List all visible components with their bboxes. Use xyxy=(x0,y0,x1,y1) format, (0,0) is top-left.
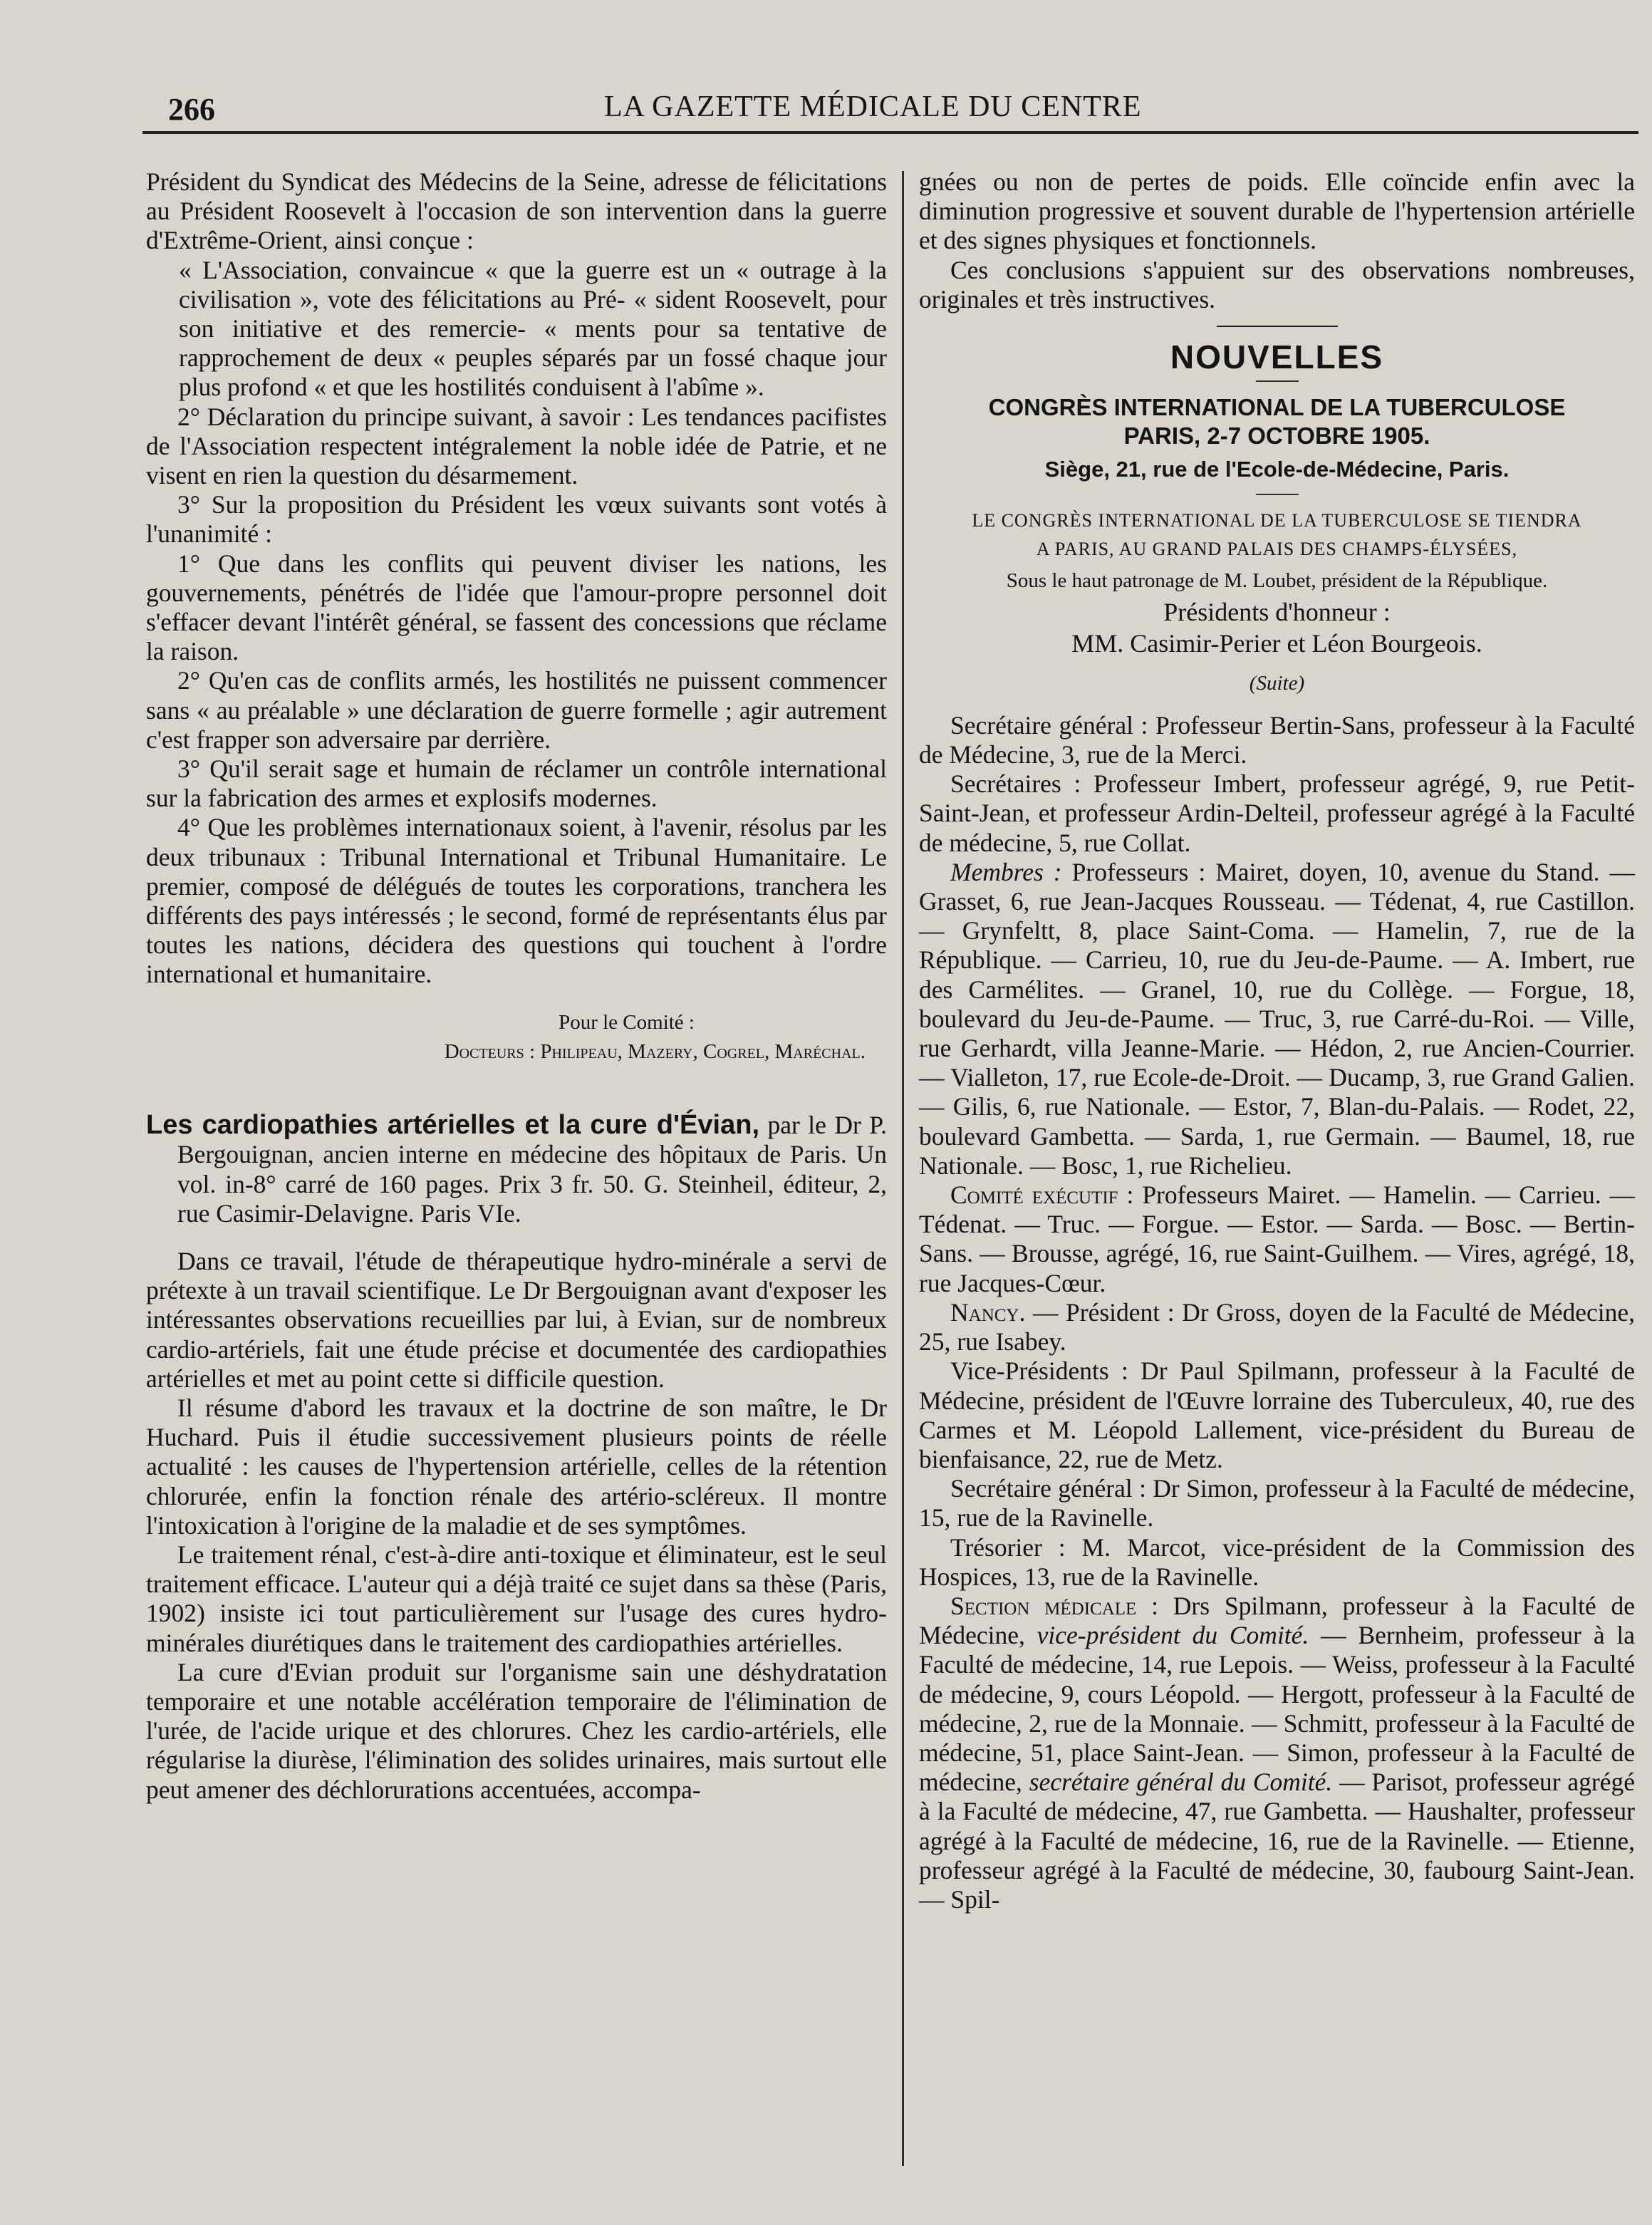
section-role: vice-président du Comité. xyxy=(1037,1621,1309,1650)
congress-venue: Siège, 21, rue de l'Ecole-de-Médecine, Paris. xyxy=(1044,457,1510,482)
left-column xyxy=(146,167,887,1805)
honor-names: MM. Casimir-Perier et Léon Bourgeois. xyxy=(1071,628,1482,658)
members-list: Professeurs : Mairet, doyen, 10, avenue du Stand. — Grasset, 6, rue Jean-Jacques Rousseau. — Tédenat, 4, rue Castillon. — Grynfeltt, 8, place Saint-Coma. — Hamelin, 7, rue de la République. — Carrieu, 10, rue du Jeu-de-Paume. — A. Imbert, rue des Carmélites. — Granel, 10, rue du Collège. — Forgue, 18, boulevard du Jeu-de-Paume. — Truc, 3, rue Carré-du-Roi. — Ville, rue Gerhardt, villa Jeanne-Marie. — Hédon, 2, rue Ancien-Courrier. — Vialleton, 17, rue Ecole-de-Droit. — Ducamp, 3, rue Grand Galien. — Gilis, 6, rue Nationale. — Estor, 7, Blan-du-Palais. — Rodet, 22, boulevard Gambetta. — Sarda, 1, rue Germain. — Baumel, 18, rue Nationale. — Bosc, 1, rue Richelieu. xyxy=(919,857,1636,1180)
members-paragraph xyxy=(919,858,1635,1181)
members-label: Membres : xyxy=(950,857,1062,886)
paragraph: Le traitement rénal, c'est-à-dire anti-toxique et éliminateur, est le seul traitement efficace. L'auteur qui a déjà traité ce sujet dans sa thèse (Paris, 1902) insiste ici tout particulièrement sur l'usage des cures hydro-minérales diurétiques dans le traitement des cardiopathies artérielles. xyxy=(146,1540,887,1657)
header-rule xyxy=(142,131,1638,134)
paragraph: 2° Déclaration du principe suivant, à savoir : Les tendances pacifistes de l'Association respectent intégralement la noble idée de Patrie, et ne visent en rien la question du désarmement. xyxy=(146,402,887,490)
paragraph: Ces conclusions s'appuient sur des observations nombreuses, originales et très instructives. xyxy=(919,255,1635,313)
paragraph: Secrétaires : Professeur Imbert, professeur agrégé, 9, rue Petit-Saint-Jean, et professeur Ardin-Delteil, professeur agrégé à la Faculté de médecine, 5, rue Collat. xyxy=(919,769,1635,857)
spacer xyxy=(146,990,887,1008)
paragraph: La cure d'Evian produit sur l'organisme sain une déshydratation temporaire et une notable accélération temporaire de l'élimination de l'urée, de l'acide urique et des chlorures. Chez les cardio-artériels, elle régularise la diurèse, l'élimination des solides urinaires, mais surtout elle peut amener des déchlorurations accentuées, accompa- xyxy=(146,1657,887,1804)
section-text: — Bernheim, professeur à la Faculté de médecine, 14, rue Lepois. — Weiss, professeur à la Faculté de médecine, 9, cours Léopold. — Hergott, professeur à la Faculté de médecine, 2, rue de la Monnaie. — Schmitt, professeur à la Faculté de médecine, 51, place Saint-Jean. — Simon, professeur à la Faculté de médecine, xyxy=(919,1621,1636,1797)
section-text: — Parisot, professeur agrégé à la Faculté de médecine, 47, rue Gambetta. — Haushalter, professeur agrégé à la Faculté de médecine, 16, rue de la Ravinelle. — Etienne, professeur agrégé à la Faculté de médecine, 30, faubourg Saint-Jean. — Spil- xyxy=(919,1768,1636,1914)
page-header xyxy=(168,85,1636,128)
article-title: Les cardiopathies artérielles et la cure d'Évian, xyxy=(146,1110,759,1141)
congress-dates: PARIS, 2-7 OCTOBRE 1905. xyxy=(1123,422,1430,450)
paragraph: Il résume d'abord les travaux et la doctrine de son maître, le Dr Huchard. Puis il étudie successivement plusieurs points de réelle actualité : les causes de l'hypertension artérielle, celles de la rétention chlorurée, enfin la fonction rénale des artério-scléreux. Il montre l'intoxication à l'origine de la maladie et de ses symptômes. xyxy=(146,1393,887,1540)
paragraph: Dans ce travail, l'étude de thérapeutique hydro-minérale a servi de prétexte à un travail scientifique. Le Dr Bergouignan avant d'exposer les intéressantes observations recueillies par lui, à Evian, sur de nombreux cardio-artériels, fait une étude précise et documentée des cardiopathies artérielles et met au point cette si difficile question. xyxy=(146,1246,887,1393)
committee-label: Comité exécutif : xyxy=(950,1181,1134,1210)
paragraph: Secrétaire général : Dr Simon, professeur à la Faculté de médecine, 15, rue de la Ravinelle. xyxy=(919,1474,1635,1532)
section-text: Drs Spilmann, professeur à la Faculté de Médecine, xyxy=(919,1591,1635,1650)
section-label: Section médicale : xyxy=(950,1591,1158,1620)
spacer xyxy=(146,1067,887,1111)
congress-title: CONGRÈS INTERNATIONAL DE LA TUBERCULOSE xyxy=(988,394,1566,421)
section-rule xyxy=(1256,380,1299,382)
news-section-title: NOUVELLES xyxy=(1170,338,1384,376)
journal-title: LA GAZETTE MÉDICALE DU CENTRE xyxy=(604,90,1142,123)
paragraph: Trésorier : M. Marcot, vice-président de la Commission des Hospices, 13, rue de la Ravinelle. xyxy=(919,1532,1635,1591)
paragraph: 3° Qu'il serait sage et humain de réclamer un contrôle international sur la fabrication des armes et explosifs modernes. xyxy=(146,754,887,813)
honor-heading: Présidents d'honneur : xyxy=(1163,597,1391,626)
review-heading xyxy=(146,1111,887,1228)
section-rule xyxy=(1217,326,1338,327)
committee-paragraph xyxy=(919,1181,1635,1298)
paragraph: gnées ou non de pertes de poids. Elle coïncide enfin avec la diminution progressive et souvent durable de l'hypertension artérielle et des signes physiques et fonctionnels. xyxy=(919,167,1635,255)
announcement-line: LE CONGRÈS INTERNATIONAL DE LA TUBERCULOSE SE TIENDRA xyxy=(972,510,1582,531)
spacer xyxy=(146,1228,887,1247)
signature-label: Pour le Comité : xyxy=(559,1010,695,1034)
nancy-label: Nancy. xyxy=(950,1297,1026,1327)
column-divider xyxy=(902,171,904,2166)
paragraph: 2° Qu'en cas de conflits armés, les hostilités ne puissent commencer sans « au préalable » une déclaration de guerre formelle ; agir autrement c'est frapper son adversaire par derrière. xyxy=(146,666,887,754)
nancy-text: — Président : Dr Gross, doyen de la Faculté de Médecine, 25, rue Isabey. xyxy=(919,1297,1635,1357)
page-number: 266 xyxy=(168,92,215,127)
paragraph: Secrétaire général : Professeur Bertin-Sans, professeur à la Faculté de Médecine, 3, rue de la Merci. xyxy=(919,710,1635,769)
announcement-line: A PARIS, AU GRAND PALAIS DES CHAMPS-ÉLYSÉES, xyxy=(1036,539,1518,560)
nancy-paragraph xyxy=(919,1298,1635,1357)
committee-list: Professeurs Mairet. — Hamelin. — Carrieu. — Tédenat. — Truc. — Forgue. — Estor. — Sarda. — Bosc. — Bertin-Sans. — Brousse, agrégé, 16, rue Saint-Guilhem. — Vires, agrégé, 18, rue Jacques-Cœur. xyxy=(919,1181,1635,1297)
section-paragraph xyxy=(919,1592,1635,1914)
right-column xyxy=(919,167,1635,1914)
continued-label: (Suite) xyxy=(1249,671,1305,695)
paragraph: Président du Syndicat des Médecins de la Seine, adresse de félicitations au Président Roosevelt à l'occasion de son intervention dans la guerre d'Extrême-Orient, ainsi conçue : xyxy=(146,167,887,255)
quoted-motion: « L'Association, convaincue « que la guerre est un « outrage à la civilisation », vote des félicitations au Pré- « sident Roosevelt, pour son initiative et des remercie- « ments pour sa tentative de rapprochement de deux « peuples séparés par un fossé chaque jour plus profond « et que les hostilités conduisent à l'abîme ». xyxy=(179,255,887,402)
patronage-line: Sous le haut patronage de M. Loubet, président de la République. xyxy=(1006,569,1548,593)
paragraph: 1° Que dans les conflits qui peuvent diviser les nations, les gouvernements, pénétrés de l'idée que l'amour-propre personnel doit s'effacer devant l'intérêt général, se fassent des concessions que réclame la raison. xyxy=(146,549,887,666)
paragraph: 3° Sur la proposition du Président les vœux suivants sont votés à l'unanimité : xyxy=(146,490,887,549)
paragraph: 4° Que les problèmes internationaux soient, à l'avenir, résolus par les deux tribunaux : Tribunal International et Tribunal Humanitaire. Le premier, composé de délégués de toutes les corporations, tranchera les différents des pays intéressés ; le second, formé de représentants élus par toutes les nations, décidera des questions qui touchent à l'ordre international et humanitaire. xyxy=(146,813,887,989)
signature-names: Docteurs : Philipeau, Mazery, Cogrel, Maréchal. xyxy=(444,1039,866,1063)
paragraph: Vice-Présidents : Dr Paul Spilmann, professeur à la Faculté de Médecine, président de l'Œuvre lorraine des Tuberculeux, 40, rue des Carmes et M. Léopold Lallement, vice-président du Bureau de bienfaisance, 22, rue de Metz. xyxy=(919,1357,1635,1473)
section-rule xyxy=(1256,494,1299,495)
section-role: secrétaire général du Comité. xyxy=(1029,1768,1333,1797)
article-reference: par le Dr P. Bergouignan, ancien interne en médecine des hôpitaux de Paris. Un vol. in-8° carré de 160 pages. Prix 3 fr. 50. G. Steinheil, éditeur, 2, rue Casimir-Delavigne. Paris VIe. xyxy=(177,1111,887,1228)
